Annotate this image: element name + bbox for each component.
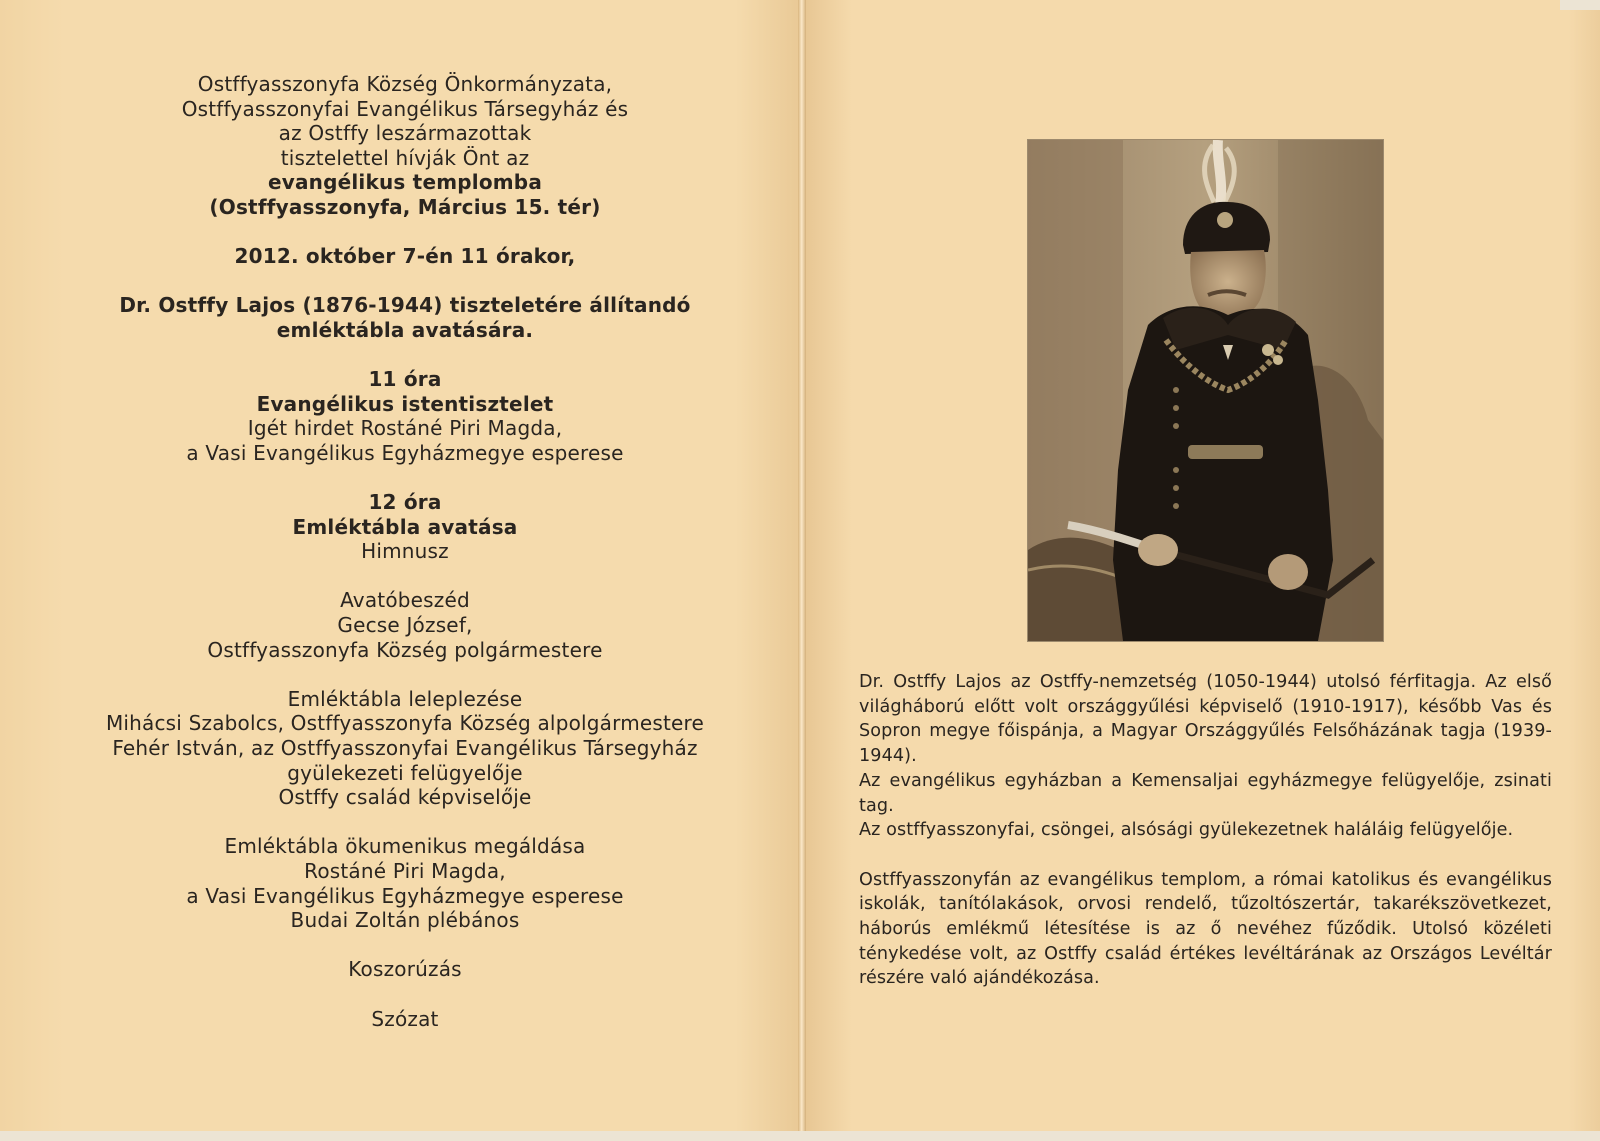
program-line: a Vasi Evangélikus Egyházmegye esperese	[186, 883, 624, 908]
bio-paragraph-3: Az ostffyasszonyfai, csöngei, alsósági gyülekezetnek haláláig felügyelője.	[859, 820, 1514, 841]
program-line: Ostffy család képviselője	[278, 785, 532, 810]
program-line: Emléktábla avatása	[292, 514, 518, 539]
program-line: Dr. Ostffy Lajos (1876-1944) tiszteletére állítandó	[119, 293, 691, 318]
program-line: Avatóbeszéd	[340, 588, 470, 613]
program-line: 11 óra	[368, 367, 442, 392]
bio-paragraph-2: Az evangélikus egyházban a Kemensaljai egyházmegye felügyelője, zsinati tag.	[859, 770, 1552, 816]
program-gap	[40, 564, 770, 589]
program-line: Ostffyasszonyfai Evangélikus Társegyház és	[181, 96, 629, 121]
biography	[859, 670, 1552, 991]
program-line: (Ostffyasszonyfa, Március 15. tér)	[209, 194, 601, 219]
program-line: Szózat	[371, 1006, 439, 1031]
bio-spacer	[859, 843, 1552, 868]
program-gap	[40, 933, 770, 958]
bio-paragraph-4: Ostffyasszonyfán az evangélikus templom, a római katolikus és evangélikus iskolák, tanítólakások, orvosi rendelő, tűzoltószertár, takarékszövetkezet, háborús emlékmű létesítése is az ő nevéhez fűződik. Utolsó közéleti ténykedése volt, az Ostffy család értékes levéltárának az Országos Levéltár részére való ajándékozása.	[859, 869, 1552, 989]
paper-corner	[1560, 0, 1600, 10]
program-line: Budai Zoltán plébános	[290, 908, 520, 933]
program-line: Mihácsi Szabolcs, Ostffyasszonyfa Község alpolgármestere	[105, 711, 705, 736]
program-line: 2012. október 7-én 11 órakor,	[234, 244, 576, 269]
page-fold	[798, 0, 806, 1141]
program-line: gyülekezeti felügyelője	[287, 760, 523, 785]
program-line: Emléktábla ökumenikus megáldása	[224, 834, 586, 859]
program-gap	[40, 220, 770, 245]
program-gap	[40, 662, 770, 687]
program-line: Himnusz	[361, 539, 449, 564]
program-line: evangélikus templomba	[267, 170, 543, 195]
program-line: Ostffyasszonyfa Község polgármestere	[207, 637, 603, 662]
program-line: Gecse József,	[337, 613, 473, 638]
program-line: Evangélikus istentisztelet	[256, 391, 554, 416]
bio-paragraph-1: Dr. Ostffy Lajos az Ostffy-nemzetség (1050-1944) utolsó férfitagja. Az első világháború előtt volt országgyűlési képviselő (1910-1917), később Vas és Sopron megye főispánja, a Magyar Országgyűlés Felsőházának tagja (1939-1944).	[859, 672, 1552, 767]
program-gap	[40, 269, 770, 294]
portrait-photo	[1028, 140, 1383, 641]
invitation-program	[40, 72, 770, 1031]
paper-edge	[0, 1131, 1600, 1141]
program-line: Fehér István, az Ostffyasszonyfai Evangélikus Társegyház	[112, 736, 698, 761]
program-gap	[40, 466, 770, 491]
program-line: Koszorúzás	[348, 957, 462, 982]
program-line: az Ostffy leszármazottak	[278, 121, 532, 146]
program-line: a Vasi Evangélikus Egyházmegye esperese	[186, 440, 624, 465]
program-line: Emléktábla leleplezése	[287, 686, 523, 711]
program-line: Ostffyasszonyfa Község Önkormányzata,	[197, 72, 613, 96]
program-line: 12 óra	[368, 490, 442, 515]
program-gap	[40, 810, 770, 835]
program-line: Rostáné Piri Magda,	[304, 859, 506, 883]
program-line: tisztelettel hívják Önt az	[280, 145, 530, 170]
program-line: emléktábla avatására.	[276, 317, 534, 342]
program-gap	[40, 343, 770, 368]
program-line: Igét hirdet Rostáné Piri Magda,	[247, 416, 563, 441]
program-gap	[40, 982, 770, 1007]
